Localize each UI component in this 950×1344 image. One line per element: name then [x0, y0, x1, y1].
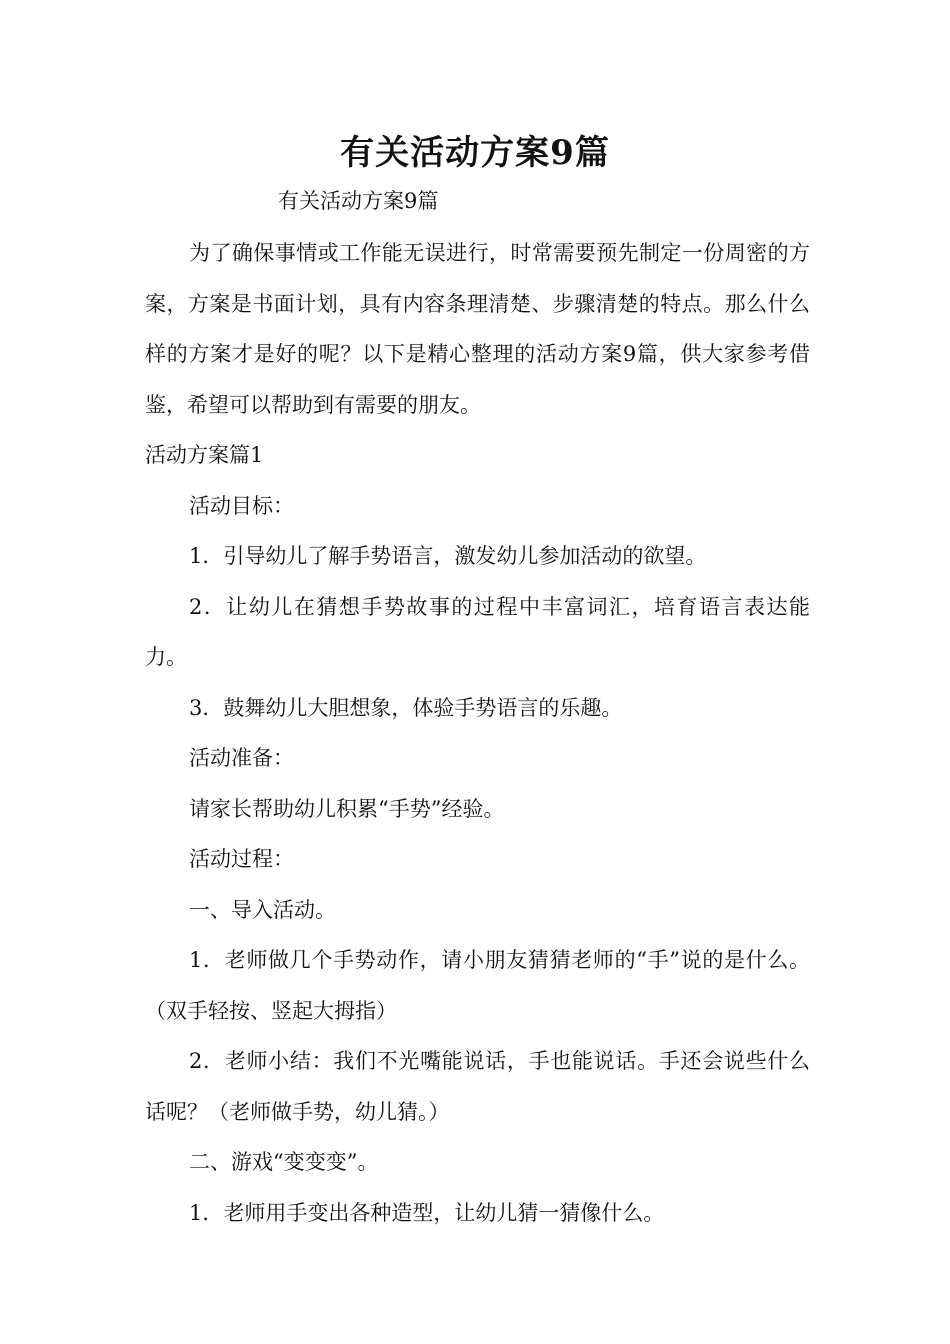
process-step: 一、导入活动。 — [189, 897, 336, 922]
goal-item: 2．让幼儿在猜想手势故事的过程中丰富词汇，培育语言表达能力。 — [145, 594, 810, 669]
process-item: 1．老师做几个手势动作，请小朋友猜猜老师的“手”说的是什么。（双手轻按、竖起大拇指） — [145, 948, 810, 1023]
process-step: 二、游戏“变变变”。 — [189, 1150, 379, 1174]
document-title: 有关活动方案9篇 — [340, 133, 610, 173]
document-body — [145, 228, 810, 1238]
goal-item: 1．引导幼儿了解手势语言，激发幼儿参加活动的欲望。 — [189, 544, 707, 568]
preparation-text: 请家长帮助幼儿积累“手势”经验。 — [189, 796, 505, 821]
subheading-goals: 活动目标： — [189, 493, 294, 518]
subheading-process: 活动过程： — [189, 847, 294, 871]
section-heading: 活动方案篇1 — [145, 443, 264, 467]
intro-paragraph: 为了确保事情或工作能无误进行，时常需要预先制定一份周密的方案，方案是书面计划，具有内容条理清楚、步骤清楚的特点。那么什么样的方案才是好的呢？以下是精心整理的活动方案9篇，供大家参考借鉴，希望可以帮助到有需要的朋友。 — [145, 241, 810, 417]
process-item: 1．老师用手变出各种造型，让幼儿猜一猜像什么。 — [189, 1200, 665, 1225]
goal-item: 3．鼓舞幼儿大胆想象，体验手势语言的乐趣。 — [189, 695, 623, 720]
subheading-preparation: 活动准备： — [189, 746, 294, 770]
process-item: 2．老师小结：我们不光嘴能说话，手也能说话。手还会说些什么话呢？（老师做手势，幼儿猜。） — [145, 1049, 810, 1124]
document-subtitle: 有关活动方案9篇 — [278, 189, 439, 213]
